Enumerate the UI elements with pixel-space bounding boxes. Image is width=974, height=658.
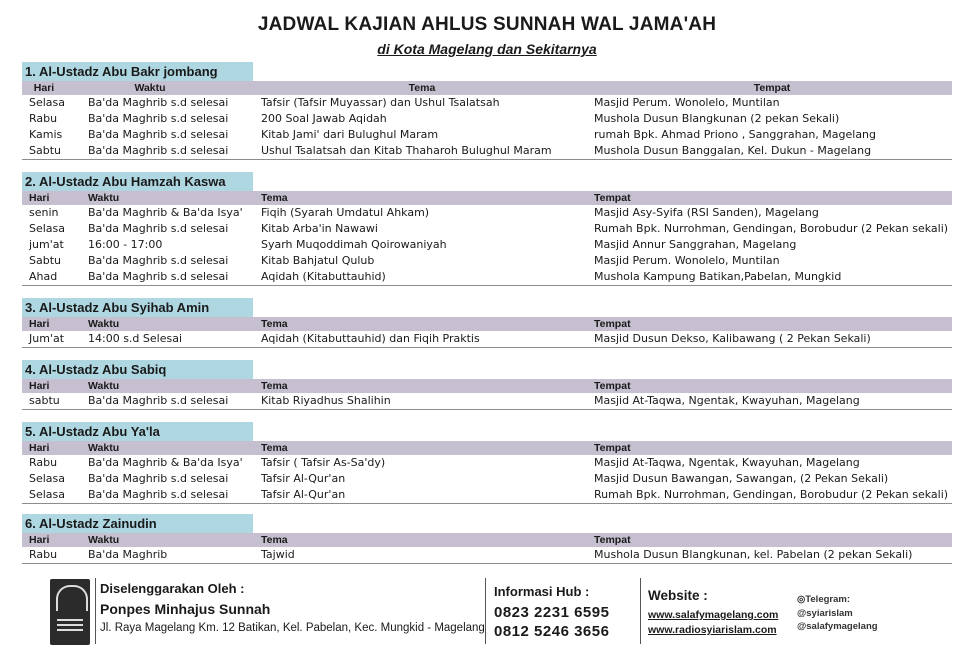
topic-cell: Syarh Muqoddimah Qoirowaniyah (261, 238, 447, 251)
time-cell: Ba'da Maghrib s.d selesai (88, 96, 229, 109)
section-divider (22, 563, 952, 564)
column-header-tempat: Tempat (594, 442, 631, 454)
topic-cell: 200 Soal Jawab Aqidah (261, 112, 387, 125)
column-header-waktu: Waktu (88, 380, 120, 392)
day-cell: Rabu (29, 112, 58, 125)
column-header-hari: Hari (29, 534, 50, 546)
column-header-tema: Tema (261, 442, 288, 454)
column-header-tempat: Tempat (594, 318, 631, 330)
location-cell: Masjid Perum. Wonolelo, Muntilan (594, 254, 780, 267)
day-cell: Sabtu (29, 254, 61, 267)
section-divider (22, 159, 952, 160)
day-cell: Kamis (29, 128, 63, 141)
table-row (22, 237, 952, 253)
column-header-tempat: Tempat (753, 82, 791, 94)
table-row (22, 471, 952, 487)
time-cell: Ba'da Maghrib s.d selesai (88, 222, 229, 235)
location-cell: rumah Bpk. Ahmad Priono , Sanggrahan, Magelang (594, 128, 877, 141)
time-cell: Ba'da Maghrib s.d selesai (88, 270, 229, 283)
column-header-tema: Tema (408, 82, 436, 94)
column-headers (22, 379, 952, 393)
location-cell: Rumah Bpk. Nurrohman, Gendingan, Borobudur (2 Pekan sekali) (594, 488, 949, 501)
column-header-hari: Hari (33, 82, 55, 94)
speaker-section (22, 172, 952, 286)
table-row (22, 253, 952, 269)
day-cell: senin (29, 206, 59, 219)
column-header-tema: Tema (261, 380, 288, 392)
day-cell: jum'at (29, 238, 64, 251)
telegram-label: ◎Telegram: (797, 594, 850, 605)
section-divider (22, 347, 952, 348)
location-cell: Masjid Asy-Syifa (RSI Sanden), Magelang (594, 206, 819, 219)
column-header-tema: Tema (261, 318, 288, 330)
table-row (22, 221, 952, 237)
time-cell: Ba'da Maghrib & Ba'da Isya' (88, 206, 243, 219)
speaker-section (22, 62, 952, 160)
column-header-tema: Tema (261, 192, 288, 204)
location-cell: Masjid Dusun Bawangan, Sawangan, (2 Pekan Sekali) (594, 472, 889, 485)
table-row (22, 269, 952, 285)
column-header-waktu: Waktu (88, 442, 120, 454)
location-cell: Masjid Dusun Dekso, Kalibawang ( 2 Pekan Sekali) (594, 332, 871, 345)
info-label: Informasi Hub : (494, 584, 590, 599)
section-divider (22, 285, 952, 286)
location-cell: Mushola Dusun Blangkunan (2 pekan Sekali) (594, 112, 840, 125)
day-cell: Selasa (29, 488, 66, 501)
column-header-tempat: Tempat (594, 192, 631, 204)
column-headers (22, 441, 952, 455)
location-cell: Masjid At-Taqwa, Ngentak, Kwayuhan, Magelang (594, 394, 860, 407)
column-header-waktu: Waktu (88, 318, 120, 330)
time-cell: Ba'da Maghrib (88, 548, 168, 561)
location-cell: Masjid Perum. Wonolelo, Muntilan (594, 96, 780, 109)
location-cell: Masjid Annur Sanggrahan, Magelang (594, 238, 797, 251)
topic-cell: Kitab Jami' dari Bulughul Maram (261, 128, 439, 141)
day-cell: Selasa (29, 96, 66, 109)
column-headers (22, 191, 952, 205)
organizer-name: Ponpes Minhajus Sunnah (100, 601, 271, 617)
column-header-waktu: Waktu (88, 534, 120, 546)
topic-cell: Tafsir Al-Qur'an (261, 472, 346, 485)
phone-number: 0823 2231 6595 (494, 604, 610, 621)
table-row (22, 393, 952, 409)
footer-divider (95, 578, 96, 644)
footer-divider (485, 578, 486, 644)
time-cell: 14:00 s.d Selesai (88, 332, 183, 345)
topic-cell: Tafsir ( Tafsir As-Sa'dy) (261, 456, 386, 469)
topic-cell: Tafsir (Tafsir Muyassar) dan Ushul Tsalatsah (261, 96, 500, 109)
table-row (22, 205, 952, 221)
day-cell: Rabu (29, 548, 58, 561)
column-headers (22, 81, 952, 95)
telegram-handle[interactable]: @salafymagelang (797, 621, 878, 632)
page-subtitle: di Kota Magelang dan Sekitarnya (377, 41, 597, 57)
table-row (22, 127, 952, 143)
location-cell: Mushola Dusun Blangkunan, kel. Pabelan (2 pekan Sekali) (594, 548, 913, 561)
topic-cell: Tafsir Al-Qur'an (261, 488, 346, 501)
table-row (22, 547, 952, 563)
day-cell: Sabtu (29, 144, 61, 157)
column-headers (22, 317, 952, 331)
section-divider (22, 409, 952, 410)
time-cell: Ba'da Maghrib s.d selesai (88, 144, 229, 157)
day-cell: Selasa (29, 222, 66, 235)
speaker-section (22, 298, 952, 348)
topic-cell: Kitab Arba'in Nawawi (261, 222, 378, 235)
website-label: Website : (648, 588, 708, 603)
table-row (22, 143, 952, 159)
time-cell: Ba'da Maghrib s.d selesai (88, 394, 229, 407)
column-header-tema: Tema (261, 534, 288, 546)
time-cell: Ba'da Maghrib s.d selesai (88, 254, 229, 267)
column-header-tempat: Tempat (594, 534, 631, 546)
column-header-hari: Hari (29, 380, 50, 392)
website-link[interactable]: www.salafymagelang.com (648, 609, 779, 621)
footer (45, 576, 885, 648)
website-link[interactable]: www.radiosyiarislam.com (648, 624, 777, 636)
time-cell: Ba'da Maghrib s.d selesai (88, 488, 229, 501)
topic-cell: Fiqih (Syarah Umdatul Ahkam) (261, 206, 430, 219)
time-cell: Ba'da Maghrib & Ba'da Isya' (88, 456, 243, 469)
topic-cell: Kitab Riyadhus Shalihin (261, 394, 391, 407)
speaker-heading: 5. Al-Ustadz Abu Ya'la (22, 422, 253, 441)
time-cell: Ba'da Maghrib s.d selesai (88, 128, 229, 141)
topic-cell: Aqidah (Kitabuttauhid) dan Fiqih Praktis (261, 332, 480, 345)
column-header-hari: Hari (29, 442, 50, 454)
column-header-tempat: Tempat (594, 380, 631, 392)
location-cell: Rumah Bpk. Nurrohman, Gendingan, Borobudur (2 Pekan sekali) (594, 222, 949, 235)
location-cell: Mushola Kampung Batikan,Pabelan, Mungkid (594, 270, 842, 283)
day-cell: Jum'at (29, 332, 65, 345)
table-row (22, 111, 952, 127)
location-cell: Mushola Dusun Banggalan, Kel. Dukun - Magelang (594, 144, 872, 157)
speaker-heading: 4. Al-Ustadz Abu Sabiq (22, 360, 253, 379)
organizer-address: Jl. Raya Magelang Km. 12 Batikan, Kel. Pabelan, Kec. Mungkid - Magelang (100, 622, 485, 634)
speaker-heading: 3. Al-Ustadz Abu Syihab Amin (22, 298, 253, 317)
day-cell: Selasa (29, 472, 66, 485)
time-cell: 16:00 - 17:00 (88, 238, 163, 251)
table-row (22, 331, 952, 347)
topic-cell: Ushul Tsalatsah dan Kitab Thaharoh Bulughul Maram (261, 144, 552, 157)
column-headers (22, 533, 952, 547)
topic-cell: Tajwid (261, 548, 295, 561)
column-header-hari: Hari (29, 318, 50, 330)
time-cell: Ba'da Maghrib s.d selesai (88, 472, 229, 485)
day-cell: Ahad (29, 270, 58, 283)
topic-cell: Aqidah (Kitabuttauhid) (261, 270, 386, 283)
pesantren-logo (50, 579, 90, 645)
footer-divider (640, 578, 641, 644)
table-row (22, 455, 952, 471)
table-row (22, 95, 952, 111)
page-title: JADWAL KAJIAN AHLUS SUNNAH WAL JAMA'AH (257, 14, 717, 35)
speaker-section (22, 514, 952, 564)
table-row (22, 487, 952, 503)
speaker-heading: 6. Al-Ustadz Zainudin (22, 514, 253, 533)
column-header-waktu: Waktu (134, 82, 166, 94)
time-cell: Ba'da Maghrib s.d selesai (88, 112, 229, 125)
speaker-heading: 2. Al-Ustadz Abu Hamzah Kaswa (22, 172, 253, 191)
section-divider (22, 503, 952, 504)
organizer-label: Diselenggarakan Oleh : (100, 581, 245, 596)
phone-number: 0812 5246 3656 (494, 623, 610, 640)
location-cell: Masjid At-Taqwa, Ngentak, Kwayuhan, Magelang (594, 456, 860, 469)
day-cell: Rabu (29, 456, 58, 469)
speaker-section (22, 360, 952, 410)
telegram-handle[interactable]: @syiarislam (797, 608, 853, 619)
column-header-waktu: Waktu (88, 192, 120, 204)
speaker-section (22, 422, 952, 504)
speaker-heading: 1. Al-Ustadz Abu Bakr jombang (22, 62, 253, 81)
day-cell: sabtu (29, 394, 60, 407)
column-header-hari: Hari (29, 192, 50, 204)
telegram-icon: ◎ (797, 594, 806, 605)
topic-cell: Kitab Bahjatul Qulub (261, 254, 375, 267)
